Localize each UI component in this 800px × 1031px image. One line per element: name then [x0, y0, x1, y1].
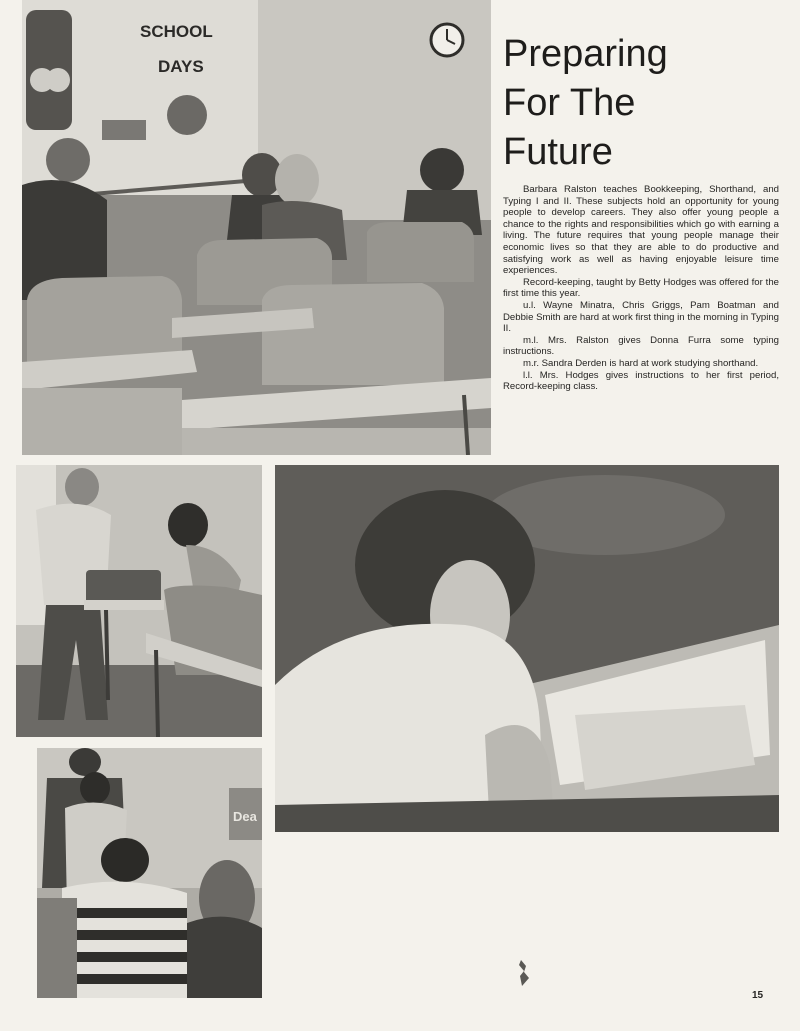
photo-record-keeping-class-image	[37, 748, 262, 998]
article-body	[503, 184, 779, 393]
paragraph-record-keeping: Record-keeping, taught by Betty Hodges was offered for the first time this year.	[503, 276, 779, 300]
page-number: 15	[752, 990, 764, 1001]
photo-shorthand-study-image	[275, 465, 779, 832]
paragraph-intro: Barbara Ralston teaches Bookkeeping, Shorthand, and Typing I and II. These subjects hold an opportunity for young people to develop careers. They also offer young people a chance to the rights and responsibilities which go with earning a living. The future requires that young people manage their economic lives so that they are able to do productive and satisfying work as well as having enjoyable leisure time experiences.	[503, 184, 779, 277]
photo-typing-instruction-image	[16, 465, 262, 737]
caption-lower-left: l.l. Mrs. Hodges gives instructions to her first period, Record-keeping class.	[503, 369, 779, 393]
photo-record-keeping-class	[37, 748, 262, 998]
title-line-1: Preparing	[503, 33, 668, 75]
caption-upper-left: u.l. Wayne Minatra, Chris Griggs, Pam Boatman and Debbie Smith are hard at work first thing in the morning in Typing II.	[503, 299, 779, 335]
title-line-3: Future	[503, 131, 613, 173]
caption-middle-right: m.r. Sandra Derden is hard at work studying shorthand.	[523, 357, 759, 369]
photo-typing-class-image	[22, 0, 491, 455]
sign-school: SCHOOL	[140, 22, 213, 41]
board-sign: Dea	[233, 809, 257, 824]
photo-typing-instruction	[16, 465, 262, 737]
caption-middle-left: m.l. Mrs. Ralston gives Donna Furra some typing instructions.	[503, 334, 779, 358]
photo-typing-class	[22, 0, 491, 455]
title-line-2: For The	[503, 82, 636, 124]
photo-shorthand-study	[275, 465, 779, 832]
page-title	[503, 30, 793, 177]
sign-days: DAYS	[158, 57, 204, 76]
print-fleck	[517, 960, 531, 986]
